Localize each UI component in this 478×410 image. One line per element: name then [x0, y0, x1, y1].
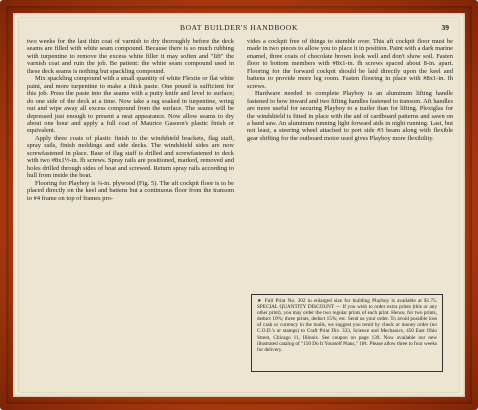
running-head: BOAT BUILDER'S HANDBOOK — [180, 23, 298, 32]
page-number: 39 — [441, 23, 449, 32]
print-order-box: ★ Full Print No. 302 in enlarged size for building Playboy is available at $1.75. SPECIAL QUANTITY DISCOUNT — If you wish to order extra prints (this or any other print), you may order the two regular prints of each print. Hence, for two prints, deduct 10%; three prints, deduct 15%; etc. Send us your order. To avoid possible loss of cash or currency in the mails, we suggest you remit by check or money order (no C.O.D.'s or stamps) to Craft Print Div. 333, Science and Mechanics, 450 East Ohio Street, Chicago 11, Illinois. See coupon on page 139. Now available our new illustrated catalog of "150 Do It Yourself Plans," 10¢. Please allow three to four weeks for delivery. — [251, 294, 443, 372]
paragraph: Hardware needed to complete Playboy is an aluminum lifting handle fastened to bow inward and two lifting handles fastened to transom. Aft handles are more useful for securing Playboy to a trailer than for lifting. Plexiglas for the windshield is fitted in place with the aid of cardboard patterns and sawn on a band saw. An aluminum running light forward aids in night running. Last, but not least, a steering wheel attached to port side #3 beam along with flexible gear shifting for the outboard motor used gives Playboy more flexibility. — [247, 90, 453, 142]
paragraph: Flooring for Playboy is ¼-in. plywood (Fig. 5). The aft cockpit floor is to be placed directly on the keel and battens but a continuous floor from the transom to #4 frame on top of frames pro- — [27, 179, 234, 202]
paragraph: vides a cockpit free of things to stumble over. This aft cockpit floor must be made in two pieces to allow you to place it in position. Paint with a dark marine enamel, three coats of chocolate brown look well and don't show soil. Fasten floor to bottom members with #8x1-in. fh screws spaced about 8-in. apart. Flooring for the forward cockpit should be laid directly upon the keel and battens to provide more leg room. Fasten flooring in place with #8x1-in. fh screws. — [247, 38, 453, 90]
left-column — [27, 38, 234, 202]
paragraph: Mix spackling compound with a small quantity of white Flexite or flat white paint, and more turpentine to make a thick paste. One pound is sufficient for this job. Press the paste into the seams with a putty knife and level to surface; do one side of the deck at a time. Now take a rag soaked in turpentine, wring out and wipe away all excess compound from the surface. The seams will be depressed just enough to present a neat appearance. Now allow seams to dry about one hour and apply a full coat of Maurice Gasoon's plastic finish or equivalent. — [27, 75, 234, 135]
paragraph: Apply three coats of plastic finish to the windshield brackets, flag staff, spray rails, finish moldings and side decks. The windshield sides are now screwfastened in place. Base of flag staff is drilled and screwfastened to deck with two #8x1½-in. fh screws. Spray rails are positioned, marked, removed and holes drilled through sides of boat and screwed. Return spray rails according to hull from inside the boat. — [27, 134, 234, 180]
paragraph: two weeks for the last thin coat of varnish to dry thoroughly before the deck seams are filled with white seam compound. Because there is so much rubbing with turpentine to remove the excess white filler it may soften and "lift" the varnish coat and ruin the job. Be patient: the white seam compound used in these deck seams is nothing but spackling compound. — [27, 38, 234, 75]
handbook-page — [19, 18, 459, 392]
right-column — [247, 38, 453, 142]
page-header — [19, 23, 459, 35]
